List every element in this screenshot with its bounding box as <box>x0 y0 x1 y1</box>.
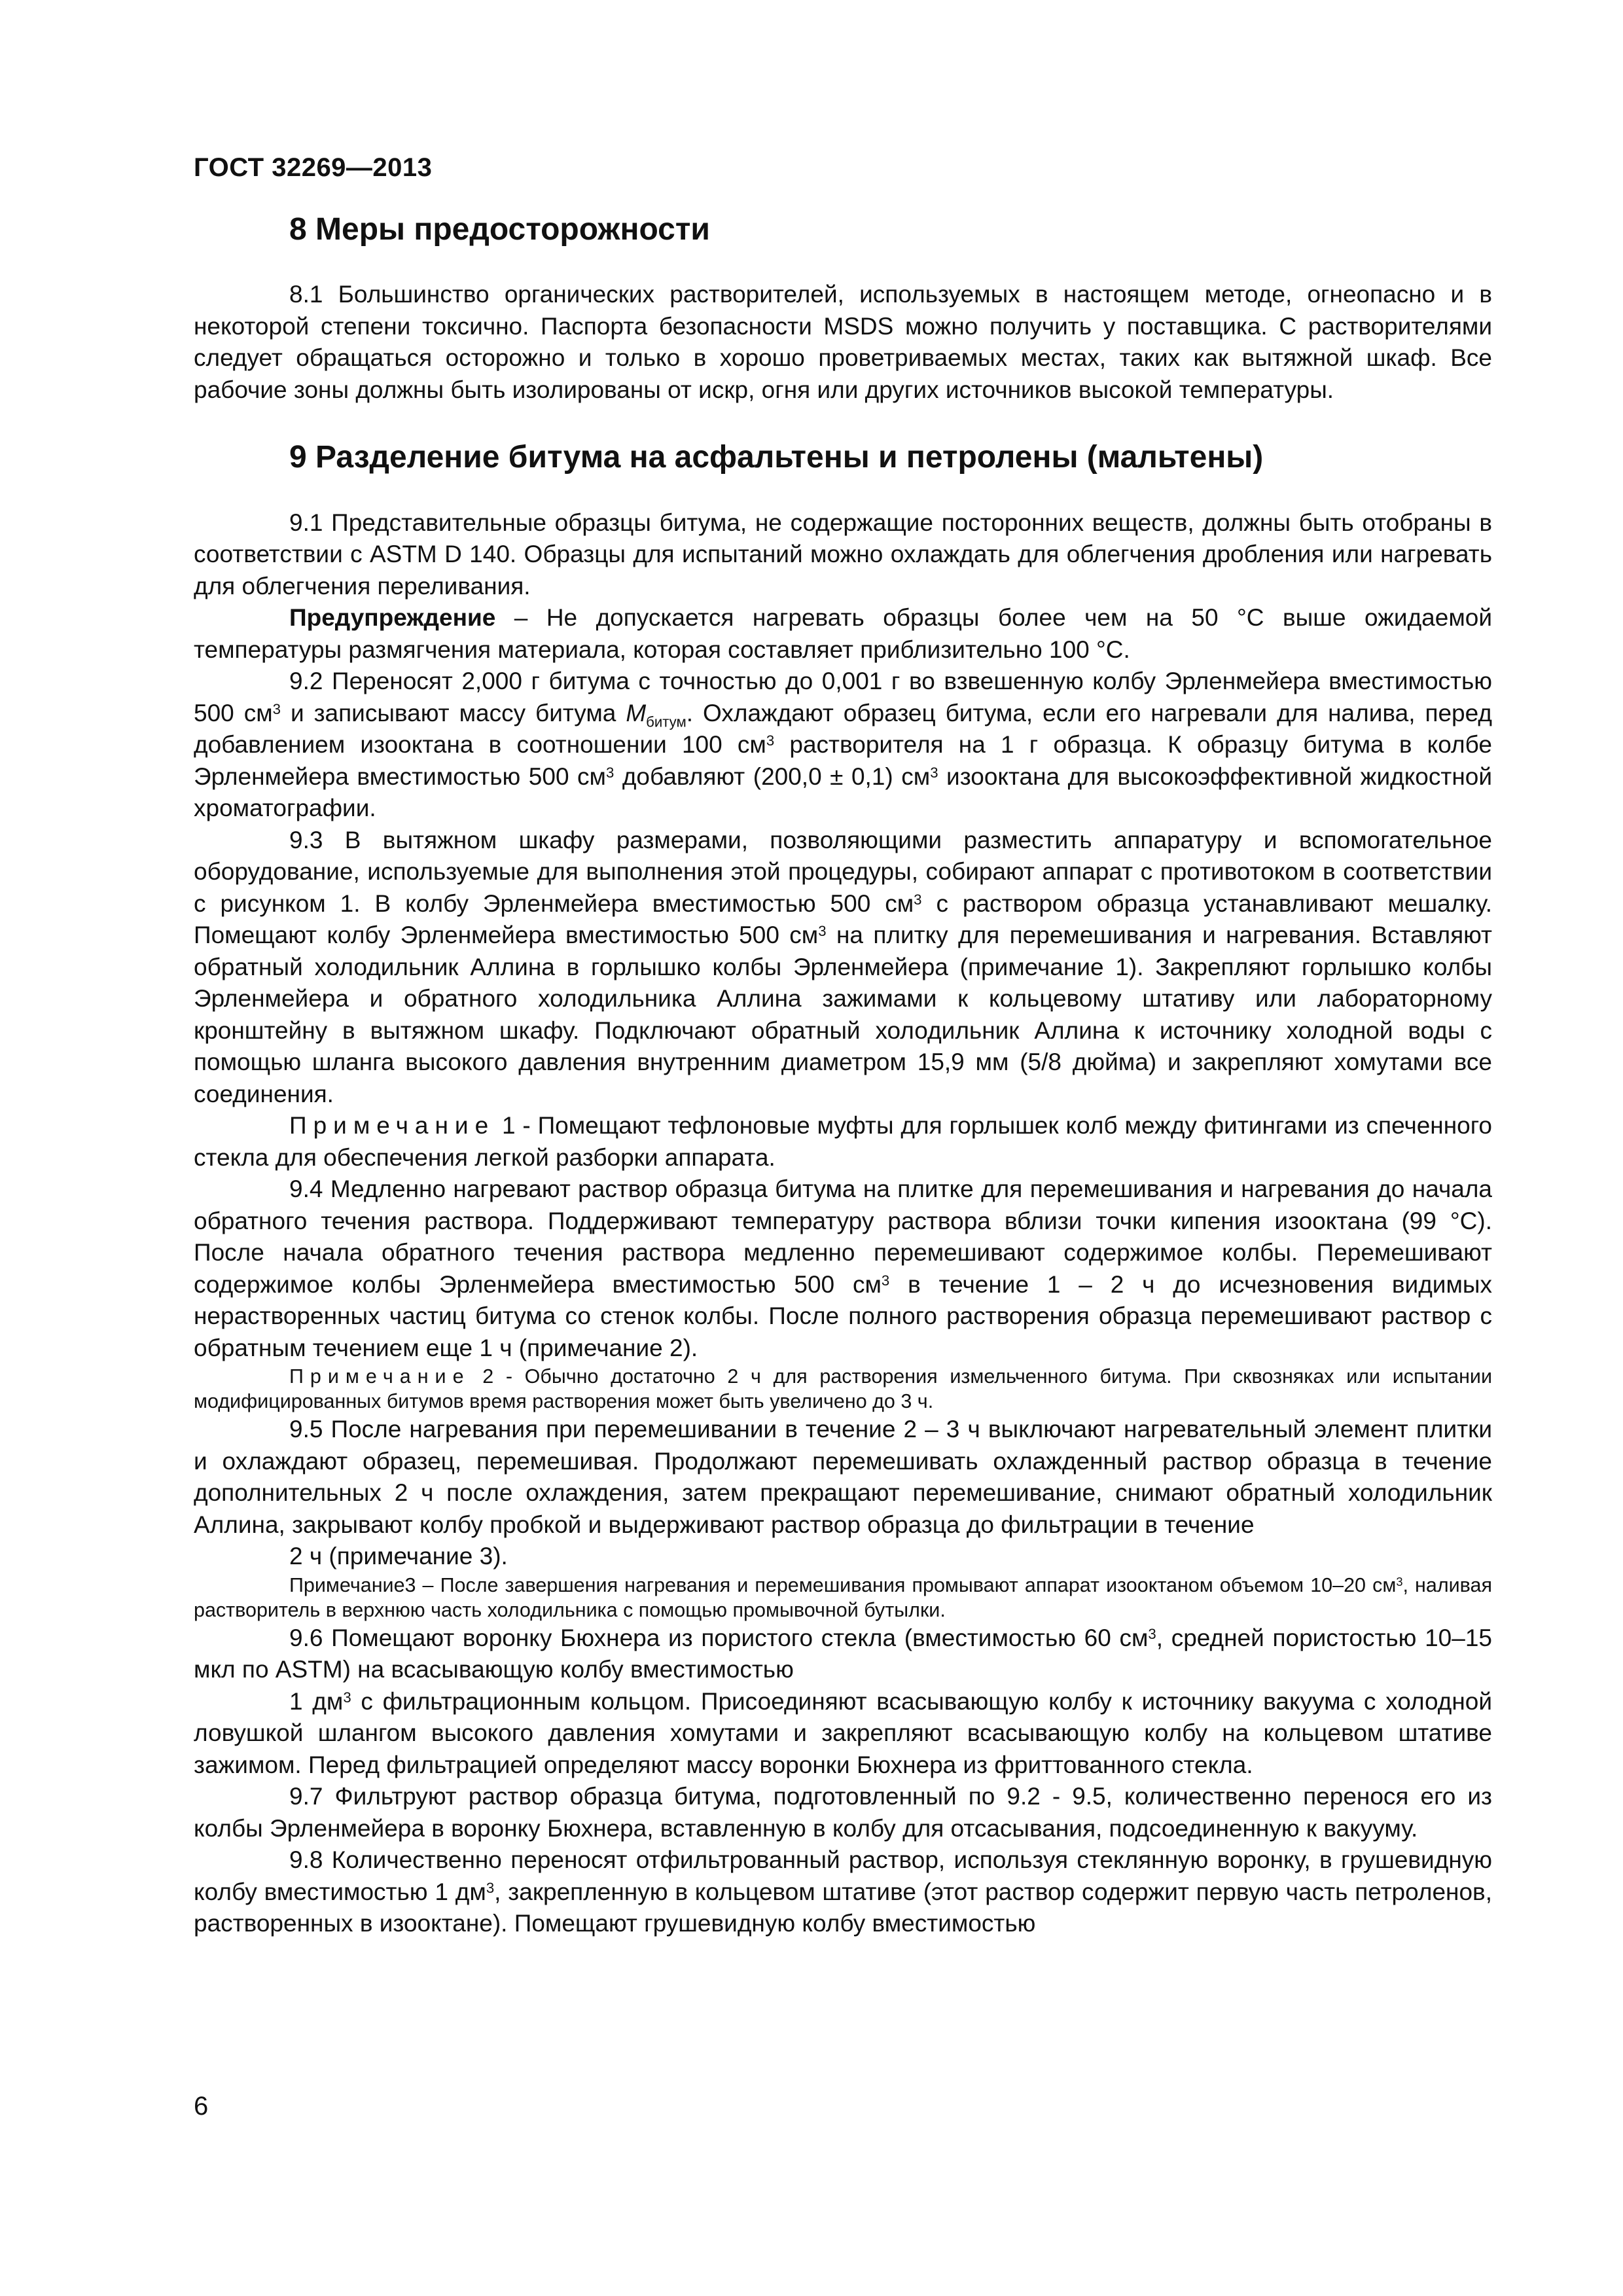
page-content <box>194 209 1492 1940</box>
p96-text-c: 1 дм <box>289 1687 344 1715</box>
document-code: ГОСТ 32269—2013 <box>194 153 433 182</box>
p94-text-b: в течение 1 – 2 ч до исчезновения видимых нерастворенных частиц битума со стенок колбы. После полного растворения образца перемешивают раствор с обратным течением еще 1 ч (примечание 2). <box>194 1270 1493 1361</box>
p93-text-b: с раствором образца устанавливают мешалку. Помещают колбу Эрленмейера вместимостью 500 см <box>194 889 1493 949</box>
page-number: 6 <box>194 2092 209 2121</box>
paragraph-9-5-continuation: 2 ч (примечание 3). <box>289 1543 508 1570</box>
section-9-heading: 9 Разделение битума на асфальтены и петролены (мальтены) <box>289 440 1264 475</box>
note-2-label: Примечание <box>289 1365 471 1388</box>
p92-text-b: и записывают массу битума <box>280 699 626 726</box>
note-3-text-b: , наливая растворитель в верхнюю часть холодильника с помощью промывочной бутылки. <box>194 1573 1492 1621</box>
mass-subscript: битум <box>646 713 687 730</box>
superscript-3: 3 <box>343 1689 351 1706</box>
superscript-3: 3 <box>1396 1574 1403 1588</box>
section-8-heading: 8 Меры предосторожности <box>289 212 710 247</box>
superscript-3: 3 <box>272 700 281 717</box>
paragraph-9-5: 9.5 После нагревания при перемешивании в течение 2 – 3 ч выключают нагревательный элемент плитки и охлаждают образец, перемешивая. Продолжают перемешивать охлажденный раствор образца в течение дополнительных 2 ч после охлаждения, затем прекращают перемешивание, снимают обратный холодильник Аллина, закрывают колбу пробкой и выдерживают раствор образца до фильтрации в течение <box>194 1416 1492 1538</box>
p94-text-a: 9.4 Медленно нагревают раствор образца битума на плитке для перемешивания и нагревания до начала обратного течения раствора. Поддерживают температуру раствора вблизи точки кипения изооктана (99 °С). После начала обратного течения раствора медленно перемешивают содержимое колбы. Перемешивают содержимое колбы Эрленмейера вместимостью 500 см <box>194 1175 1492 1298</box>
superscript-3: 3 <box>930 764 938 781</box>
superscript-3: 3 <box>766 732 775 749</box>
paragraph-9-4 <box>194 1174 1492 1364</box>
paragraph-9-2 <box>194 666 1492 825</box>
p96-text-a: 9.6 Помещают воронку Бюхнера из пористого стекла (вместимостью 60 см <box>289 1624 1149 1651</box>
paragraph-9-1: 9.1 Представительные образцы битума, не содержащие посторонних веществ, должны быть отобраны в соответствии с ASTM D 140. Образцы для испытаний можно охлаждать для облегчения дробления или нагревать для облегчения переливания. <box>194 509 1492 600</box>
p96-text-d: с фильтрационным кольцом. Присоединяют всасывающую колбу к источнику вакуума с холодной ловушкой шлангом высокого давления хомутами и закрепляют всасывающую колбу на кольцевом штативе зажимом. Перед фильтрацией определяют массу воронки Бюхнера из фриттованного стекла. <box>194 1687 1493 1778</box>
p92-text-c: . Охлаждают образец битума, если его нагревали для налива, перед добавлением изооктана в соотношении 100 см <box>194 699 1492 759</box>
note-1 <box>194 1110 1492 1174</box>
superscript-3: 3 <box>881 1272 890 1289</box>
paragraph-9-6-continuation <box>194 1686 1492 1782</box>
p93-text-a: 9.3 В вытяжном шкафу размерами, позволяющими разместить аппаратуру и вспомогательное оборудование, используемые для выполнения этой процедуры, собирают аппарат с противотоком в соответствии с рисунком 1. В колбу Эрленмейера вместимостью 500 см <box>194 826 1492 917</box>
p92-text-f: изооктана для высокоэффективной жидкостной хроматографии. <box>194 762 1493 822</box>
p92-text-e: добавляют (200,0 ± 0,1) см <box>614 762 931 790</box>
paragraph-9-3 <box>194 825 1492 1111</box>
warning-text: – Не допускается нагревать образцы более чем на 50 °С выше ожидаемой температуры размягчения материала, которая составляет приблизительно 100 °С. <box>194 604 1492 663</box>
note-1-label: Примечание <box>289 1112 495 1139</box>
superscript-3: 3 <box>1148 1625 1156 1642</box>
p96-text-b: , средней пористостью 10–15 мкл по ASTM) на всасывающую колбу вместимостью <box>194 1624 1492 1683</box>
p93-text-c: на плитку для перемешивания и нагревания. Вставляют обратный холодильник Аллина в горлышко колбы Эрленмейера (примечание 1). Закрепляют горлышко колбы Эрленмейера и обратного холодильника Аллина зажимами к кольцевому штативу или лабораторному кронштейну в вытяжном шкафу. Подключают обратный холодильник Аллина к источнику холодной воды с помощью шланга высокого давления внутренним диаметром 15,9 мм (5/8 дюйма) и закрепляют хомутами все соединения. <box>194 922 1492 1107</box>
p92-text-a: 9.2 Переносят 2,000 г битума с точностью до 0,001 г во взвешенную колбу Эрленмейера вместимостью 500 см <box>194 668 1492 726</box>
note-2 <box>194 1364 1492 1414</box>
p92-text-d: растворителя на 1 г образца. К образцу битума в колбе Эрленмейера вместимостью 500 см <box>194 731 1492 790</box>
paragraph-9-8 <box>194 1844 1492 1940</box>
note-3-text-a: Примечание3 – После завершения нагревания и перемешивания промывают аппарат изооктаном объемом 10–20 см <box>289 1573 1397 1596</box>
mass-symbol: М <box>626 699 647 726</box>
warning-paragraph <box>194 602 1492 666</box>
paragraph-9-7: 9.7 Фильтруют раствор образца битума, подготовленный по 9.2 - 9.5, количественно перенося его из колбы Эрленмейера в воронку Бюхнера, вставленную в колбу для отсасывания, подсоединенную к вакууму. <box>194 1783 1492 1842</box>
paragraph-9-6 <box>194 1623 1492 1686</box>
p98-text-b: , закрепленную в кольцевом штативе (этот раствор содержит первую часть петроленов, растворенных в изооктане). Помещают грушевидную колбу вместимостью <box>194 1878 1492 1937</box>
note-3 <box>194 1573 1492 1623</box>
superscript-3: 3 <box>914 891 922 908</box>
superscript-3: 3 <box>486 1879 495 1896</box>
warning-label: Предупреждение <box>289 604 496 632</box>
note-1-text: 1 - Помещают тефлоновые муфты для горлышек колб между фитингами из спеченного стекла для обеспечения легкой разборки аппарата. <box>194 1112 1492 1171</box>
note-2-text: 2 - Обычно достаточно 2 ч для растворения измельченного битума. При сквозняках или испытании модифицированных битумов время растворения может быть увеличено до 3 ч. <box>194 1365 1492 1413</box>
paragraph-8-1: 8.1 Большинство органических растворителей, используемых в настоящем методе, огнеопасно и в некоторой степени токсично. Паспорта безопасности MSDS можно получить у поставщика. С растворителями следует обращаться осторожно и только в хорошо проветриваемых местах, таких как вытяжной шкаф. Все рабочие зоны должны быть изолированы от искр, огня или других источников высокой температуры. <box>194 281 1492 403</box>
superscript-3: 3 <box>818 923 827 940</box>
superscript-3: 3 <box>605 764 615 781</box>
p98-text-a: 9.8 Количественно переносят отфильтрованный раствор, используя стеклянную воронку, в грушевидную колбу вместимостью 1 дм <box>194 1846 1492 1905</box>
